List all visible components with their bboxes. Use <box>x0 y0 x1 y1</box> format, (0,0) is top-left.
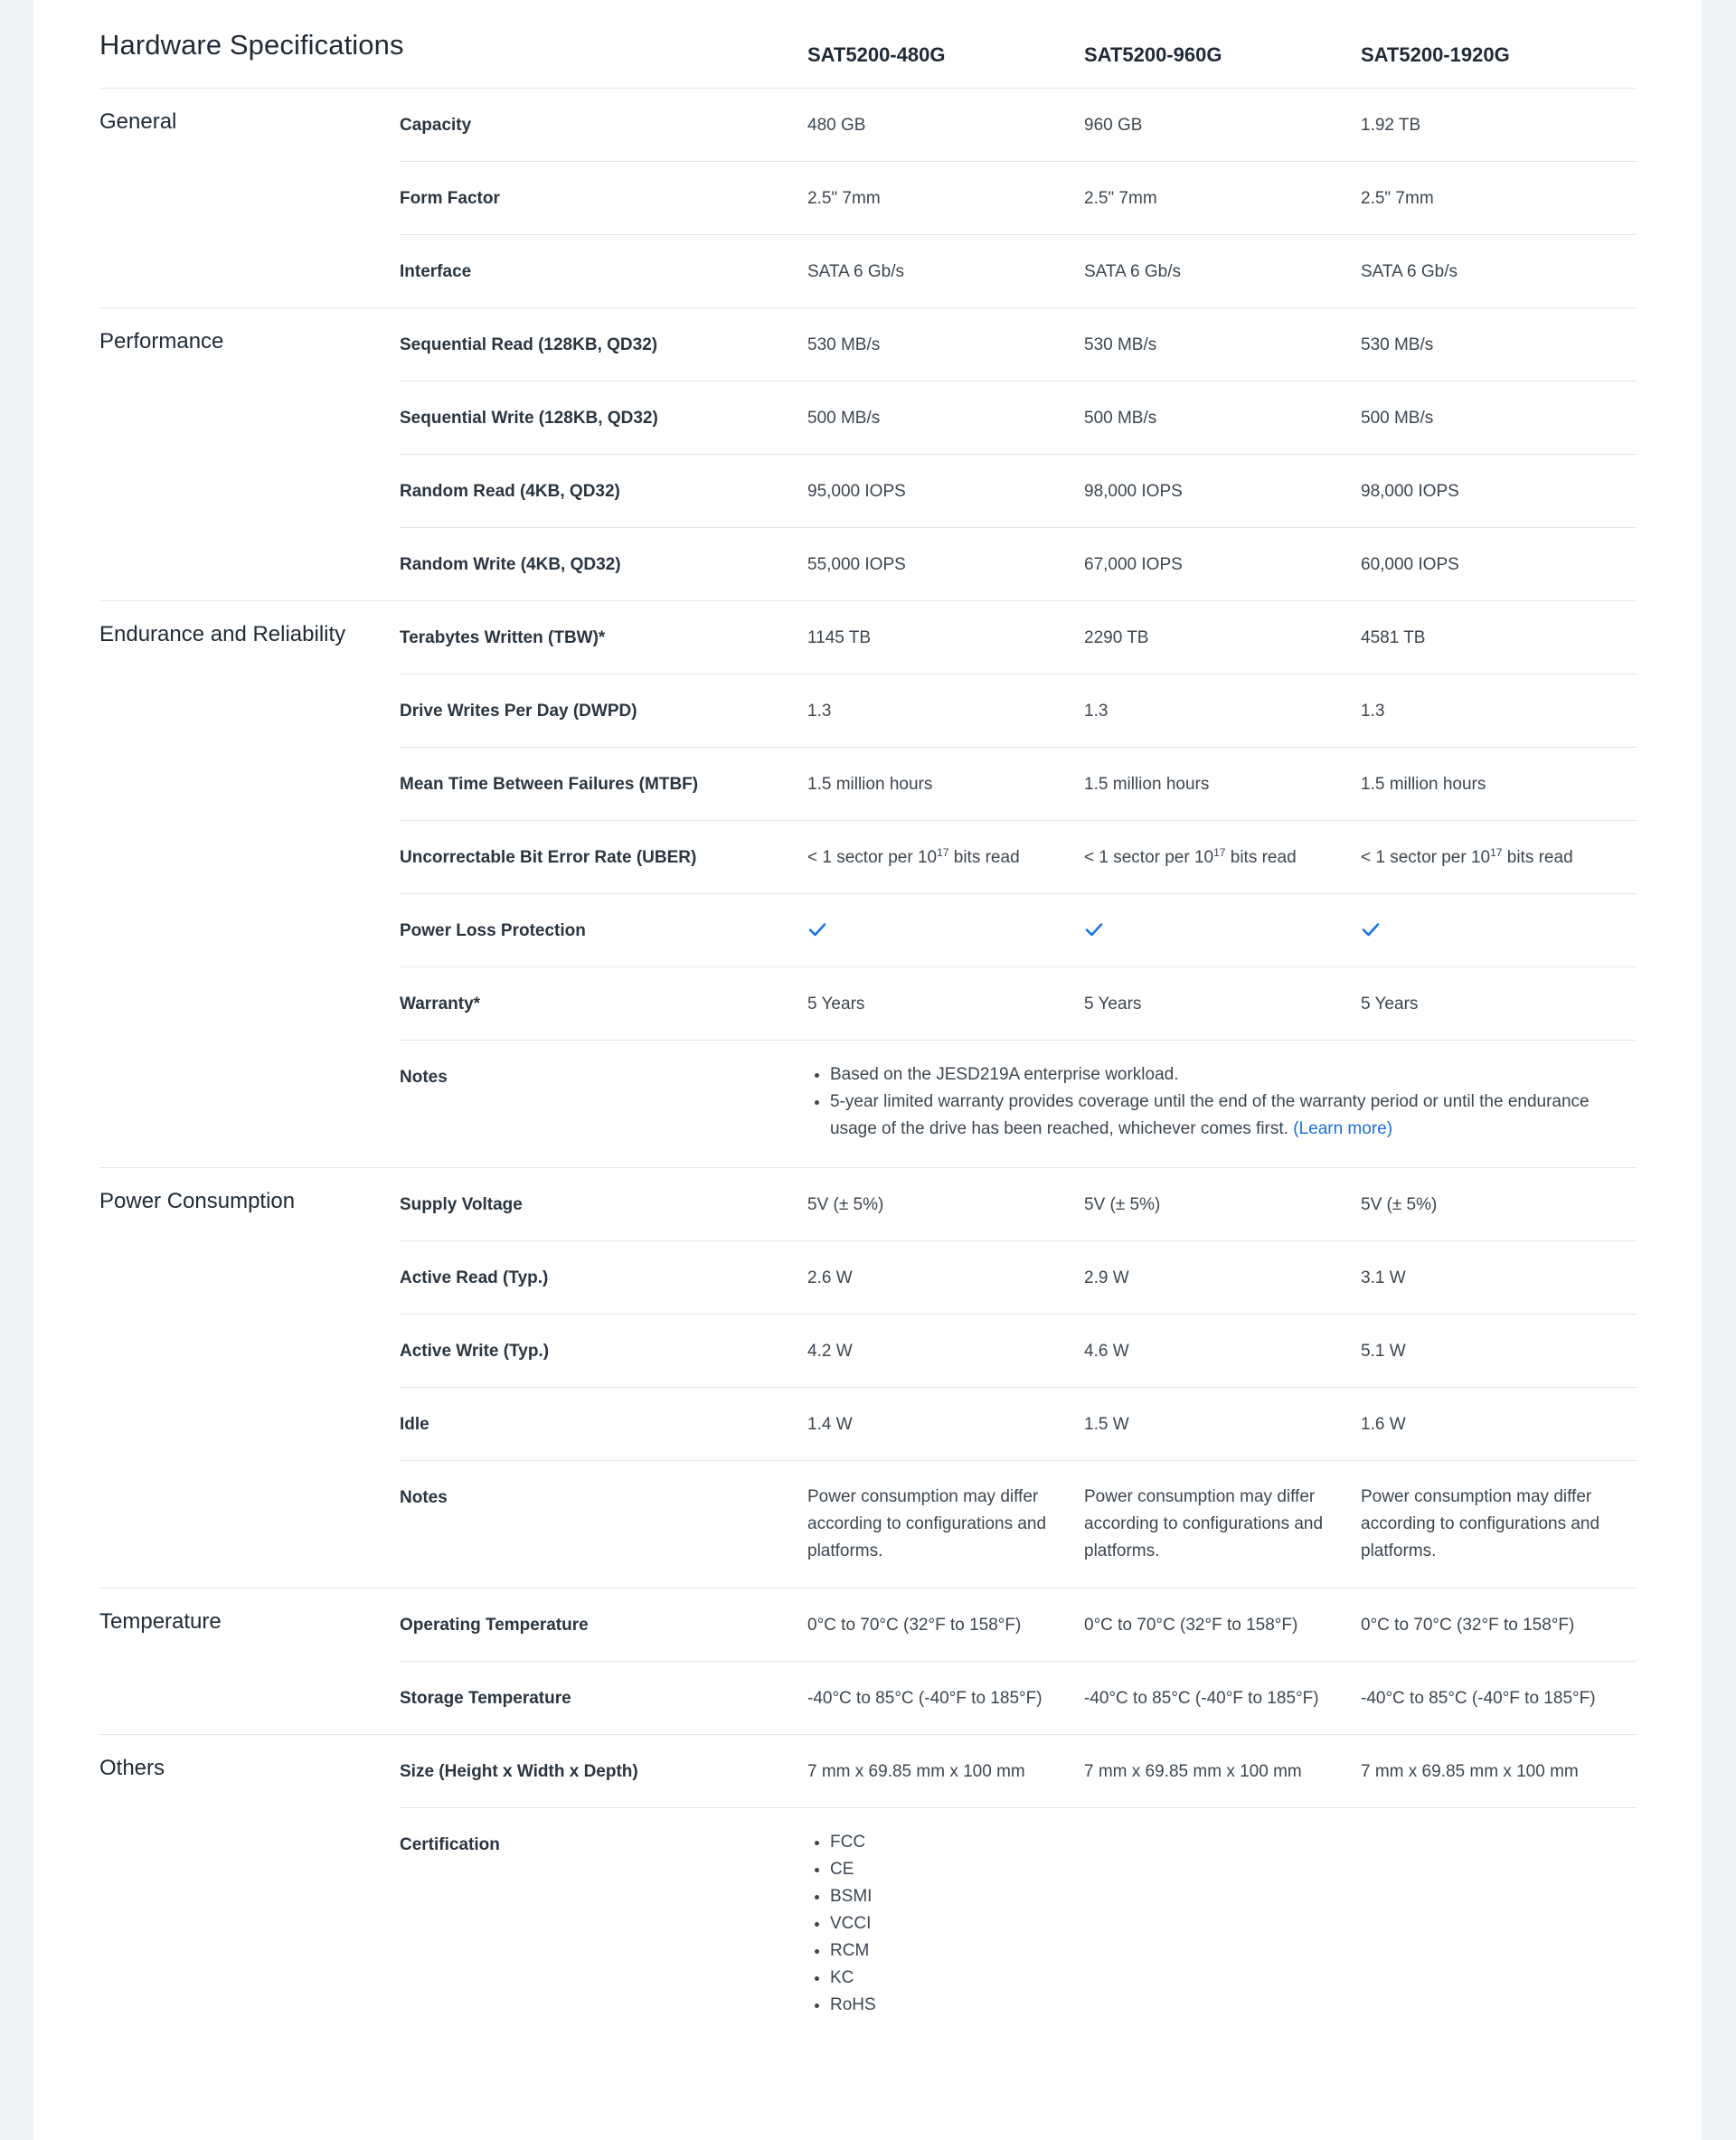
spec-label: Drive Writes Per Day (DWPD) <box>400 702 637 721</box>
uber-exponent: 17 <box>937 846 949 859</box>
spec-value: 2.5" 7mm <box>807 189 881 208</box>
spec-row-active-write <box>400 1315 1637 1388</box>
spec-value: 530 MB/s <box>807 335 881 354</box>
spec-value: 1.6 W <box>1361 1415 1406 1434</box>
spec-label: Warranty* <box>400 995 481 1013</box>
spec-label: Operating Temperature <box>400 1616 589 1635</box>
section-endurance-reliability <box>99 601 1637 1168</box>
spec-value: Power consumption may differ according to configurations and platforms. <box>807 1487 1047 1560</box>
spec-value: 1.5 million hours <box>807 775 933 794</box>
spec-row-operating-temperature <box>400 1589 1637 1662</box>
spec-label: Size (Height x Width x Depth) <box>400 1762 638 1781</box>
spec-row-sequential-write <box>400 382 1637 455</box>
spec-label: Active Write (Typ.) <box>400 1342 550 1361</box>
spec-value: 3.1 W <box>1361 1268 1406 1287</box>
spec-row-random-write <box>400 528 1637 600</box>
spec-value: 4.6 W <box>1084 1342 1129 1361</box>
spec-label: Idle <box>400 1415 429 1434</box>
spec-value: 2290 TB <box>1084 628 1149 647</box>
spec-value: 1.3 <box>1084 702 1109 721</box>
spec-row-endurance-notes <box>400 1041 1637 1167</box>
uber-suffix: bits read <box>948 848 1020 867</box>
notes-list <box>807 1061 1617 1143</box>
checkmark-icon <box>1361 919 1381 939</box>
spec-label: Sequential Write (128KB, QD32) <box>400 409 658 428</box>
section-title: Power Consumption <box>99 1189 296 1213</box>
spec-label: Notes <box>400 1068 448 1087</box>
spec-row-storage-temperature <box>400 1662 1637 1734</box>
spec-value: 2.6 W <box>807 1268 853 1287</box>
spec-value: 500 MB/s <box>1084 409 1157 428</box>
spec-value: 4.2 W <box>807 1342 853 1361</box>
section-title: Others <box>99 1756 165 1780</box>
spec-value: 1.4 W <box>807 1415 853 1434</box>
note-text: Based on the JESD219A enterprise workload. <box>830 1065 1179 1084</box>
spec-value: -40°C to 85°C (-40°F to 185°F) <box>1361 1689 1596 1708</box>
spec-value: 4581 TB <box>1361 628 1426 647</box>
section-general <box>99 89 1637 308</box>
section-performance <box>99 308 1637 601</box>
spec-value: 2.9 W <box>1084 1268 1129 1287</box>
spec-label: Terabytes Written (TBW)* <box>400 628 606 647</box>
spec-value: 5 Years <box>1361 995 1419 1013</box>
spec-value: SATA 6 Gb/s <box>1084 262 1182 281</box>
uber-exponent: 17 <box>1490 846 1503 859</box>
section-title: Temperature <box>99 1609 222 1634</box>
spec-value: 1.5 million hours <box>1084 775 1210 794</box>
spec-label: Mean Time Between Failures (MTBF) <box>400 775 699 794</box>
list-item: • VCCI <box>830 1910 876 1937</box>
list-item: • RoHS <box>830 1992 876 2019</box>
spec-value: 0°C to 70°C (32°F to 158°F) <box>807 1616 1022 1635</box>
spec-row-capacity <box>400 89 1637 162</box>
spec-row-random-read <box>400 455 1637 528</box>
checkmark-icon <box>807 919 827 939</box>
spec-value: 530 MB/s <box>1361 335 1434 354</box>
spec-value: 7 mm x 69.85 mm x 100 mm <box>1084 1762 1302 1781</box>
spec-row-interface <box>400 235 1637 307</box>
spec-value: 480 GB <box>807 116 866 135</box>
list-item: • CE <box>830 1856 876 1883</box>
spec-row-warranty <box>400 967 1637 1041</box>
spec-value: 2.5" 7mm <box>1361 189 1434 208</box>
spec-label: Random Write (4KB, QD32) <box>400 555 621 574</box>
spec-value: 95,000 IOPS <box>807 482 906 501</box>
section-power-consumption <box>99 1168 1637 1589</box>
spec-value: 5V (± 5%) <box>1361 1195 1438 1214</box>
list-item <box>830 1089 1617 1143</box>
spec-value <box>1361 848 1573 868</box>
spec-value: 2.5" 7mm <box>1084 189 1157 208</box>
spec-value: 1.92 TB <box>1361 116 1421 135</box>
uber-prefix: < 1 sector per 10 <box>807 848 938 867</box>
spec-label: Uncorrectable Bit Error Rate (UBER) <box>400 848 697 867</box>
uber-suffix: bits read <box>1225 848 1297 867</box>
certification-list <box>807 1829 876 2019</box>
list-item: • BSMI <box>830 1883 876 1910</box>
spec-value: SATA 6 Gb/s <box>1361 262 1458 281</box>
spec-row-idle <box>400 1388 1637 1461</box>
spec-value: 60,000 IOPS <box>1361 555 1459 574</box>
spec-row-sequential-read <box>400 308 1637 382</box>
spec-value: 500 MB/s <box>1361 409 1434 428</box>
spec-value: 7 mm x 69.85 mm x 100 mm <box>807 1762 1025 1781</box>
model-column-header-480g: SAT5200-480G <box>807 43 946 66</box>
spec-label: Interface <box>400 262 472 281</box>
spec-table-header <box>99 25 1637 89</box>
spec-row-size <box>400 1735 1637 1808</box>
spec-label: Notes <box>400 1488 448 1507</box>
spec-value: 7 mm x 69.85 mm x 100 mm <box>1361 1762 1579 1781</box>
spec-value: 1145 TB <box>807 628 872 647</box>
model-column-header-1920g: SAT5200-1920G <box>1361 43 1510 66</box>
spec-value <box>807 848 1020 868</box>
spec-value: 67,000 IOPS <box>1084 555 1183 574</box>
spec-row-certification <box>400 1808 1637 2034</box>
spec-value: 98,000 IOPS <box>1084 482 1183 501</box>
spec-label: Capacity <box>400 116 472 135</box>
spec-value: 5 Years <box>807 995 865 1013</box>
section-title: Endurance and Reliability <box>99 622 346 646</box>
spec-value <box>1084 848 1297 868</box>
spec-row-supply-voltage <box>400 1168 1637 1241</box>
hardware-spec-table <box>99 25 1637 2034</box>
spec-row-active-read <box>400 1241 1637 1315</box>
spec-value: 98,000 IOPS <box>1361 482 1459 501</box>
section-title: Performance <box>99 329 224 354</box>
spec-row-mtbf <box>400 748 1637 821</box>
spec-value: -40°C to 85°C (-40°F to 185°F) <box>807 1689 1043 1708</box>
spec-value: 530 MB/s <box>1084 335 1157 354</box>
spec-value: 1.3 <box>1361 702 1385 721</box>
section-title: General <box>99 109 177 134</box>
spec-value: 55,000 IOPS <box>807 555 906 574</box>
list-item: • KC <box>830 1965 876 1992</box>
list-item <box>830 1061 1617 1089</box>
spec-row-tbw <box>400 601 1637 674</box>
spec-value: 0°C to 70°C (32°F to 158°F) <box>1084 1616 1298 1635</box>
spec-row-uber <box>400 821 1637 894</box>
spec-value: Power consumption may differ according to configurations and platforms. <box>1084 1487 1324 1560</box>
section-temperature <box>99 1589 1637 1735</box>
spec-value: 5 Years <box>1084 995 1142 1013</box>
spec-label: Certification <box>400 1835 500 1854</box>
spec-row-power-notes <box>400 1461 1637 1588</box>
spec-value: 960 GB <box>1084 116 1143 135</box>
page-title: Hardware Specifications <box>99 29 404 61</box>
spec-row-dwpd <box>400 674 1637 748</box>
spec-value: 1.5 W <box>1084 1415 1129 1434</box>
checkmark-icon <box>1084 919 1104 939</box>
spec-value: SATA 6 Gb/s <box>807 262 905 281</box>
spec-value: 5V (± 5%) <box>1084 1195 1161 1214</box>
spec-value: 1.3 <box>807 702 832 721</box>
model-column-header-960g: SAT5200-960G <box>1084 43 1222 66</box>
uber-exponent: 17 <box>1213 846 1226 859</box>
section-others <box>99 1735 1637 2034</box>
spec-label: Form Factor <box>400 189 500 208</box>
spec-label: Storage Temperature <box>400 1689 571 1708</box>
spec-row-power-loss-protection <box>400 894 1637 967</box>
spec-label: Supply Voltage <box>400 1195 523 1214</box>
list-item: • RCM <box>830 1937 876 1965</box>
spec-value: 1.5 million hours <box>1361 775 1486 794</box>
uber-prefix: < 1 sector per 10 <box>1361 848 1491 867</box>
spec-label: Sequential Read (128KB, QD32) <box>400 335 658 354</box>
uber-suffix: bits read <box>1502 848 1573 867</box>
note-text: 5-year limited warranty provides coverage until the end of the warranty period or until the endurance usage of the drive has been reached, whichever comes first. <box>830 1092 1590 1138</box>
spec-value: -40°C to 85°C (-40°F to 185°F) <box>1084 1689 1319 1708</box>
uber-prefix: < 1 sector per 10 <box>1084 848 1214 867</box>
spec-value: 5.1 W <box>1361 1342 1406 1361</box>
learn-more-link[interactable]: (Learn more) <box>1293 1119 1393 1138</box>
spec-value: 0°C to 70°C (32°F to 158°F) <box>1361 1616 1575 1635</box>
content-card <box>33 0 1702 2140</box>
spec-value: 5V (± 5%) <box>807 1195 884 1214</box>
spec-value: 500 MB/s <box>807 409 881 428</box>
spec-label: Power Loss Protection <box>400 921 586 940</box>
list-item: • FCC <box>830 1829 876 1856</box>
spec-label: Random Read (4KB, QD32) <box>400 482 620 501</box>
spec-value: Power consumption may differ according to configurations and platforms. <box>1361 1487 1600 1560</box>
spec-label: Active Read (Typ.) <box>400 1268 549 1287</box>
spec-row-form-factor <box>400 162 1637 235</box>
